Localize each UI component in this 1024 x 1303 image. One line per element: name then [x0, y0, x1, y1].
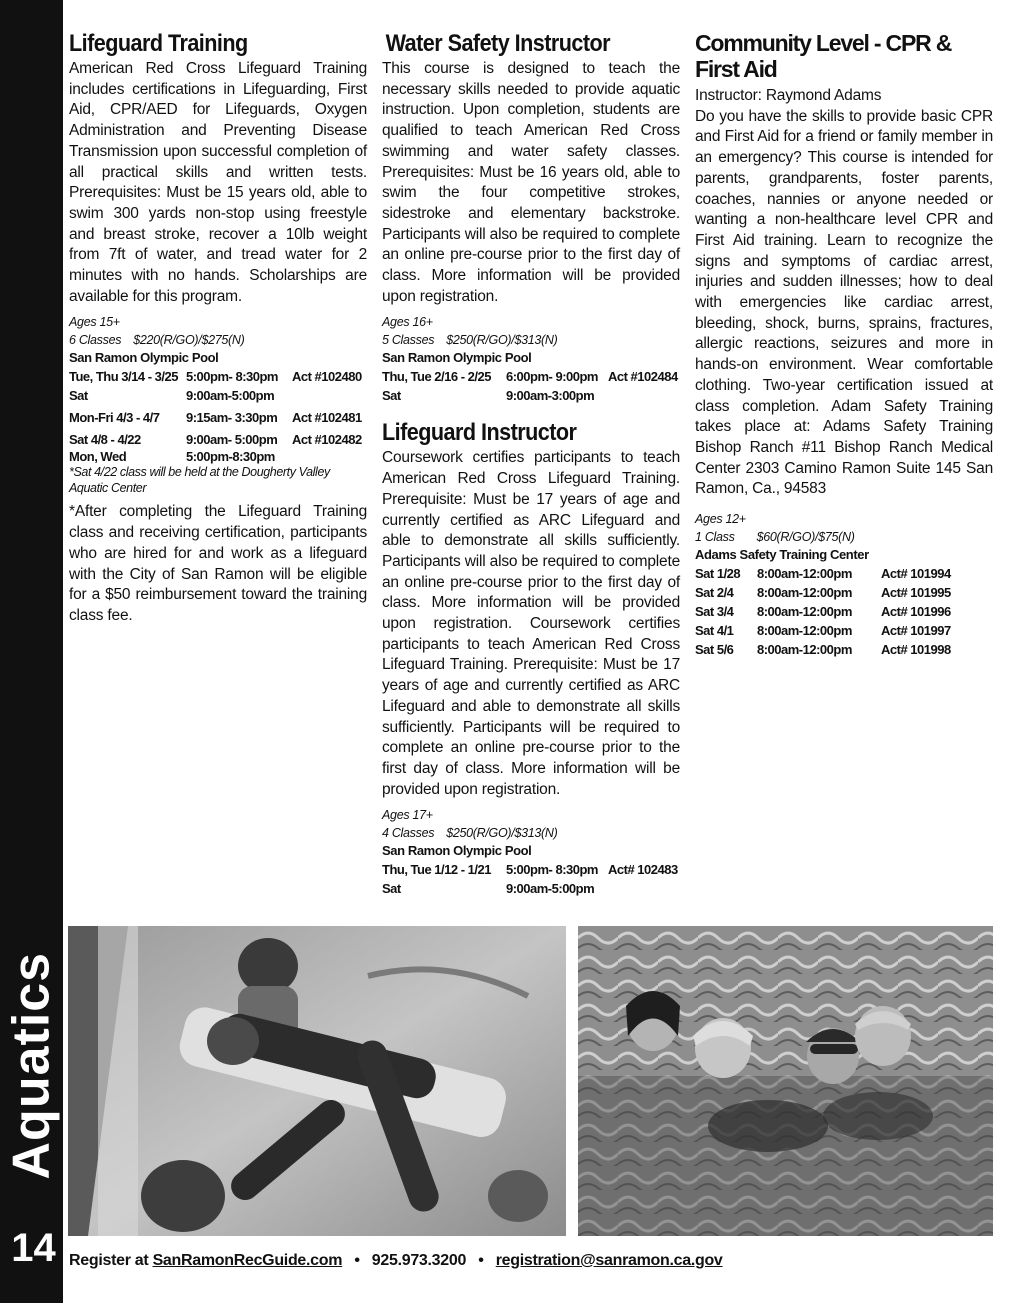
- schedule-time: 9:00am-5:00pm: [186, 388, 275, 404]
- email-link[interactable]: registration@sanramon.ca.gov: [495, 1252, 723, 1269]
- kids-photo-image: [578, 926, 993, 1236]
- lifeguard-training-title: Lifeguard Training: [69, 30, 248, 57]
- page-number: 14: [11, 1226, 56, 1270]
- schedule-act: Act# 101996: [881, 604, 951, 620]
- column-middle: [382, 30, 680, 898]
- ages: Ages 15+: [69, 315, 120, 330]
- separator: •: [478, 1252, 484, 1269]
- schedule-act: Act# 102483: [608, 862, 678, 878]
- schedule-act: Act #102480: [292, 369, 362, 385]
- location: Adams Safety Training Center: [695, 547, 869, 563]
- schedule-time: 9:00am-3:00pm: [506, 388, 595, 404]
- location: San Ramon Olympic Pool: [382, 350, 532, 366]
- classes-fee: [69, 331, 367, 349]
- schedule-note: *Sat 4/22 class will be held at the Dougherty Valley Aquatic Center: [69, 465, 330, 496]
- schedule-time: 9:00am- 5:00pm: [186, 432, 278, 448]
- schedule-day: Sat 1/28: [695, 566, 741, 582]
- class-count: 5 Classes: [382, 333, 435, 348]
- ages: Ages 16+: [382, 315, 433, 330]
- rescue-photo-image: [68, 926, 566, 1236]
- ages: Ages 12+: [695, 512, 746, 527]
- schedule-act: [608, 879, 680, 898]
- schedule-day: Sat 4/8 - 4/22: [69, 432, 141, 448]
- location: San Ramon Olympic Pool: [69, 350, 219, 366]
- phone-number: 925.973.3200: [371, 1252, 467, 1269]
- schedule-act: Act# 101997: [881, 623, 951, 639]
- schedule-time: 8:00am-12:00pm: [757, 566, 852, 582]
- fee: $250(R/GO)/$313(N): [446, 333, 558, 348]
- schedule-time: 5:00pm- 8:30pm: [186, 369, 278, 385]
- class-count: 4 Classes: [382, 826, 435, 841]
- schedule-time: 5:00pm-8:30pm: [186, 449, 275, 465]
- location: San Ramon Olympic Pool: [382, 843, 532, 859]
- schedule-time: 8:00am-12:00pm: [757, 623, 852, 639]
- instructor-name: Instructor: Raymond Adams: [695, 87, 882, 104]
- class-count: 6 Classes: [69, 333, 122, 348]
- community-cpr-description: Do you have the skills to provide basic CPR and First Aid for a friend or family member in an emergency? This course is intended for parents, grandparents, foster parents, coaches, nannies or anyone needed or wanting a non-healthcare level CPR and First Aid training. Learn to recognize the signs and symptoms of cardiac arrest, injuries and sudden illnesses; how to deal with emergencies like cardiac arrest, bleeding, shock, burns, sprains, fractures, allergic reactions, seizures and more in hands-on environment. Wear comfortable clothing. Two-year certification issued at class completion. Adam Safety Training takes place at: Adams Safety Training Bishop Ranch #11 Bishop Ranch Medical Center 2303 Camino Ramon Suite 145 San Ramon, Ca., 94583: [695, 107, 993, 498]
- schedule-day: Tue, Thu 3/14 - 3/25: [69, 369, 178, 385]
- footer-register-line: [69, 1252, 999, 1270]
- water-safety-description: This course is designed to teach the necessary skills needed to provide aquatic instruction. Upon completion, students are qualified to teach American Red Cross swimming and water safety classes. Prerequisites: Must be 16 years old, able to swim the four competitive strokes, sidestroke and elementary backstroke. Participants will also be required to complete an online pre-course prior to the first day of class. More information will be provided upon registration.: [382, 60, 680, 305]
- section-label: Aquatics: [2, 951, 61, 1180]
- schedule-day: Mon, Wed: [69, 449, 127, 465]
- schedule-act: Act #102481: [292, 410, 362, 426]
- reimbursement-note: *After completing the Lifeguard Training class and receiving certification, participants who are hired for and work as a lifeguard with the City of San Ramon will be eligible for a $50 reimbursement toward the training class fee.: [69, 503, 367, 624]
- separator: •: [354, 1252, 360, 1269]
- fee: $220(R/GO)/$275(N): [133, 333, 245, 348]
- schedule-time: 8:00am-12:00pm: [757, 642, 852, 658]
- schedule-day: Sat 5/6: [695, 642, 734, 658]
- water-safety-title: Water Safety Instructor: [385, 30, 611, 57]
- community-cpr-title: Community Level - CPR & First Aid: [695, 30, 952, 82]
- schedule-time: 9:15am- 3:30pm: [186, 410, 278, 426]
- lifeguard-training-description: American Red Cross Lifeguard Training includes certifications in Lifeguarding, First Aid, CPR/AED for Lifeguards, Oxygen Administration and Preventing Disease Transmission upon successful completion of all practical skills and written tests. Prerequisites: Must be 15 years old, able to swim 300 yards non-stop using freestyle and breast stroke, recover a 10lb weight from 7ft of water, and tread water for 2 minutes with no hands. Scholarships are available for this program.: [69, 60, 367, 305]
- schedule-act: Act# 101994: [881, 566, 951, 582]
- schedule-act: [292, 449, 367, 464]
- schedule-table: [69, 367, 367, 464]
- community-cpr-section: [695, 30, 993, 659]
- section-sidebar: [0, 0, 63, 1303]
- classes-fee: [695, 528, 993, 546]
- schedule-day: Sat: [382, 881, 401, 897]
- schedule-time: 6:00pm- 9:00pm: [506, 369, 598, 385]
- schedule-act: [292, 386, 367, 405]
- lifeguard-instructor-description: Coursework certifies participants to teach American Red Cross Lifeguard Training. Prerequisite: Must be 17 years of age and currently certified as ARC Lifeguard and able to demonstrate all skills sufficiently. Participants will also be required to complete an online pre-course prior to the first day of class. More information will be provided upon registration. Coursework certifies participants to teach American Red Cross Lifeguard Training. Prerequisite: Must be 17 years of age and currently certified as ARC Lifeguard and able to demonstrate all skills sufficiently. Participants will be required to complete an online pre-course prior to the first day of class. More information will be provided upon registration.: [382, 449, 680, 798]
- schedule-act: Act #102482: [292, 432, 362, 448]
- schedule-time: 8:00am-12:00pm: [757, 604, 852, 620]
- footer-prefix: Register at: [69, 1252, 149, 1269]
- fee: $60(R/GO)/$75(N): [756, 530, 855, 545]
- schedule-day: Thu, Tue 1/12 - 1/21: [382, 862, 491, 878]
- schedule-time: 8:00am-12:00pm: [757, 585, 852, 601]
- schedule-day: Sat 2/4: [695, 585, 734, 601]
- lifeguard-training-section: [69, 30, 367, 627]
- schedule-time: 9:00am-5:00pm: [506, 881, 595, 897]
- schedule-act: Act# 101998: [881, 642, 951, 658]
- schedule-day: Sat 4/1: [695, 623, 734, 639]
- photo-kids-in-pool: [578, 926, 993, 1236]
- schedule-table: [695, 564, 993, 659]
- schedule-day: Sat: [382, 388, 401, 404]
- photo-lifeguard-backboard-rescue: [68, 926, 566, 1236]
- lifeguard-instructor-title: Lifeguard Instructor: [382, 419, 577, 447]
- schedule-table: [382, 367, 680, 405]
- schedule-act: Act# 101995: [881, 585, 951, 601]
- schedule-table: [382, 860, 680, 898]
- ages: Ages 17+: [382, 808, 433, 823]
- schedule-act: [608, 386, 680, 405]
- class-count: 1 Class: [695, 530, 735, 545]
- schedule-day: Sat 3/4: [695, 604, 734, 620]
- classes-fee: [382, 331, 680, 349]
- schedule-time: 5:00pm- 8:30pm: [506, 862, 598, 878]
- website-link[interactable]: SanRamonRecGuide.com: [152, 1252, 343, 1269]
- schedule-day: Thu, Tue 2/16 - 2/25: [382, 369, 491, 385]
- schedule-day: Sat: [69, 388, 88, 404]
- schedule-act: Act #102484: [608, 369, 678, 385]
- classes-fee: [382, 824, 680, 842]
- fee: $250(R/GO)/$313(N): [446, 826, 558, 841]
- schedule-day: Mon-Fri 4/3 - 4/7: [69, 410, 160, 426]
